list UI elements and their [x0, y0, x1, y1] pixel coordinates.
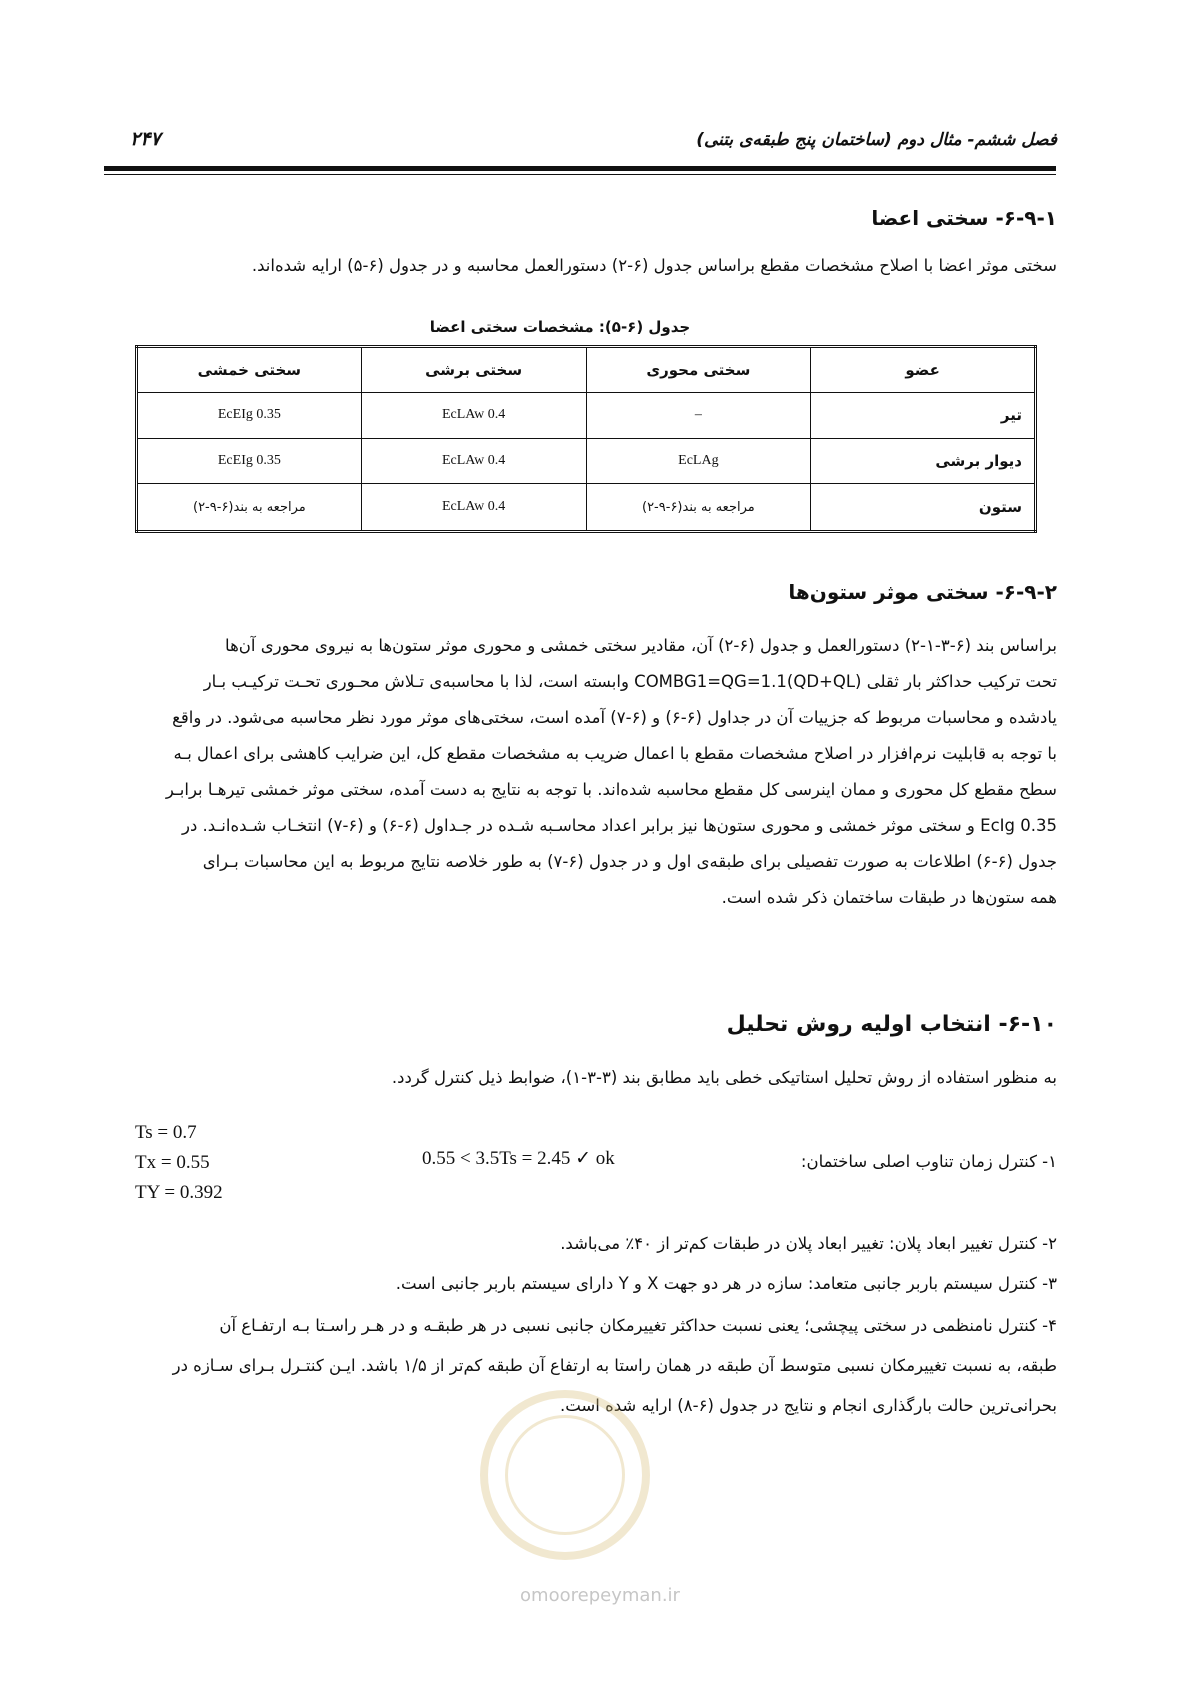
check-item-2: ۲- کنترل تغییر ابعاد پلان: تغییر ابعاد پلان در طبقات کم‌تر از ۴۰٪ می‌باشد. [560, 1234, 1057, 1253]
period-check-formula: 0.55 < 3.5Ts = 2.45 ✓ ok [422, 1148, 615, 1169]
section-10-intro: به منظور استفاده از روش تحلیل استاتیکی خطی باید مطابق بند (۳-۳-۱)، ضوابط ذیل کنترل گردد. [391, 1068, 1057, 1087]
formula-tx: Tx = 0.55 [135, 1152, 210, 1173]
table-header-cell: عضو [811, 347, 1036, 393]
table-header-cell: سختی خمشی [137, 347, 362, 393]
paragraph-line: براساس بند (۶-۳-۱-۲) دستورالعمل و جدول (۶-۲) آن، مقادیر سختی خمشی و محوری موثر ستون‌ها به نیروی محوری آن‌ها [225, 636, 1057, 655]
table-cell-shear: 0.4 EcLAw [361, 438, 586, 484]
check-item-1: ۱- کنترل زمان تناوب اصلی ساختمان: [800, 1152, 1057, 1171]
section-heading-9-1: ۶-۹-۱- سختی اعضا [871, 206, 1057, 230]
section-heading-10: ۶-۱۰- انتخاب اولیه روش تحلیل [726, 1012, 1057, 1037]
paragraph-line: سطح مقطع کل محوری و ممان اینرسی کل مقطع محاسبه شده‌اند. با توجه به نتایج به دست آمده، سختی موثر خمشی تیرهـا برابـر [165, 780, 1057, 799]
header-rule-thin [104, 174, 1056, 175]
table-cell-shear: 0.4 EcLAw [361, 393, 586, 439]
section-heading-9-2: ۶-۹-۲- سختی موثر ستون‌ها [788, 580, 1057, 604]
table-header-cell: سختی محوری [586, 347, 811, 393]
stiffness-table [135, 345, 1037, 533]
table-cell-axial: EcLAg [586, 438, 811, 484]
paragraph-line: جدول (۶-۶) اطلاعات به صورت تفصیلی برای طبقه‌ی اول و در جدول (۶-۷) به طور خلاصه نتایج مربوط به این محاسبات بـرای [202, 852, 1057, 871]
paragraph-line: طبقه، به نسبت تغییرمکان نسبی متوسط آن طبقه در همان راستا به ارتفاع آن طبقه کم‌تر از ۱/۵ باشد. ایـن کنتـرل بـرای سـازه در [172, 1356, 1057, 1375]
paragraph-line: همه ستون‌ها در طبقات ساختمان ذکر شده است. [721, 888, 1057, 907]
table-cell-member: دیوار برشی [811, 438, 1036, 484]
table-cell-axial: مراجعه به بند(۶-۹-۲) [586, 484, 811, 532]
check-item-3: ۳- کنترل سیستم باربر جانبی متعامد: سازه در هر دو جهت X و Y دارای سیستم باربر جانبی است. [395, 1274, 1057, 1293]
paragraph-line: با توجه به قابلیت نرم‌افزار در اصلاح مشخصات مقطع با اعمال ضریب به مشخصات مقطع کل، این ضرایب کاهشی برای اعمال بـه [173, 744, 1057, 763]
table-header-row [137, 347, 1036, 393]
table-row [137, 393, 1036, 439]
section-9-2-paragraph [122, 628, 1057, 916]
paragraph-line: 0.35 EcIg و سختی موثر خمشی و محوری ستون‌ها نیز برابر اعداد محاسـبه شـده در جـداول (۶-۶) و (۶-۷) انتخـاب شـده‌انـد. در [182, 816, 1057, 835]
table-cell-member: ستون [811, 484, 1036, 532]
table-cell-member: تیر [811, 393, 1036, 439]
paragraph-line: ۴- کنترل نامنظمی در سختی پیچشی؛ یعنی نسبت حداکثر تغییرمکان جانبی نسبی در هر طبقـه و در هـر راسـتا بـه ارتفـاع آن [219, 1316, 1057, 1335]
table-cell-axial: – [586, 393, 811, 439]
chapter-title: فصل ششم- مثال دوم (ساختمان پنج طبقه‌ی بتنی) [696, 130, 1057, 150]
paragraph-line: بحرانی‌ترین حالت بارگذاری انجام و نتایج در جدول (۶-۸) ارایه شده است. [559, 1396, 1057, 1415]
paragraph-line: یادشده و محاسبات مربوط که جزییات آن در جداول (۶-۶) و (۶-۷) آمده است، سختی‌های موثر مورد نظر محاسبه می‌شود. در واقع [172, 708, 1057, 727]
table-cell-flexural: 0.35 EcEIg [137, 393, 362, 439]
section-9-1-paragraph: سختی موثر اعضا با اصلاح مشخصات مقطع براساس جدول (۶-۲) دستورالعمل محاسبه و در جدول (۶-۵) ارایه شده‌اند. [251, 256, 1057, 275]
page-number: ۲۴۷ [130, 128, 161, 150]
watermark-seal-inner [505, 1415, 625, 1535]
watermark-site: omoorepeyman.ir [520, 1585, 680, 1606]
table-cell-flexural: مراجعه به بند(۶-۹-۲) [137, 484, 362, 532]
formula-ts: Ts = 0.7 [135, 1122, 197, 1143]
table-row [137, 484, 1036, 532]
table-header-cell: سختی برشی [361, 347, 586, 393]
table-caption: جدول (۶-۵): مشخصات سختی اعضا [429, 318, 691, 336]
table-cell-flexural: 0.35 EcEIg [137, 438, 362, 484]
header-rule-thick [104, 166, 1056, 171]
table-row [137, 438, 1036, 484]
period-values [135, 1118, 223, 1208]
paragraph-line: تحت ترکیب حداکثر بار ثقلی (COMBG1=QG=1.1(QD+QL وابسته است، لذا با محاسبه‌ی تـلاش محـوری تحـت ترکیـب بـار [203, 672, 1057, 691]
formula-ty: TY = 0.392 [135, 1182, 223, 1203]
table-cell-shear: 0.4 EcLAw [361, 484, 586, 532]
